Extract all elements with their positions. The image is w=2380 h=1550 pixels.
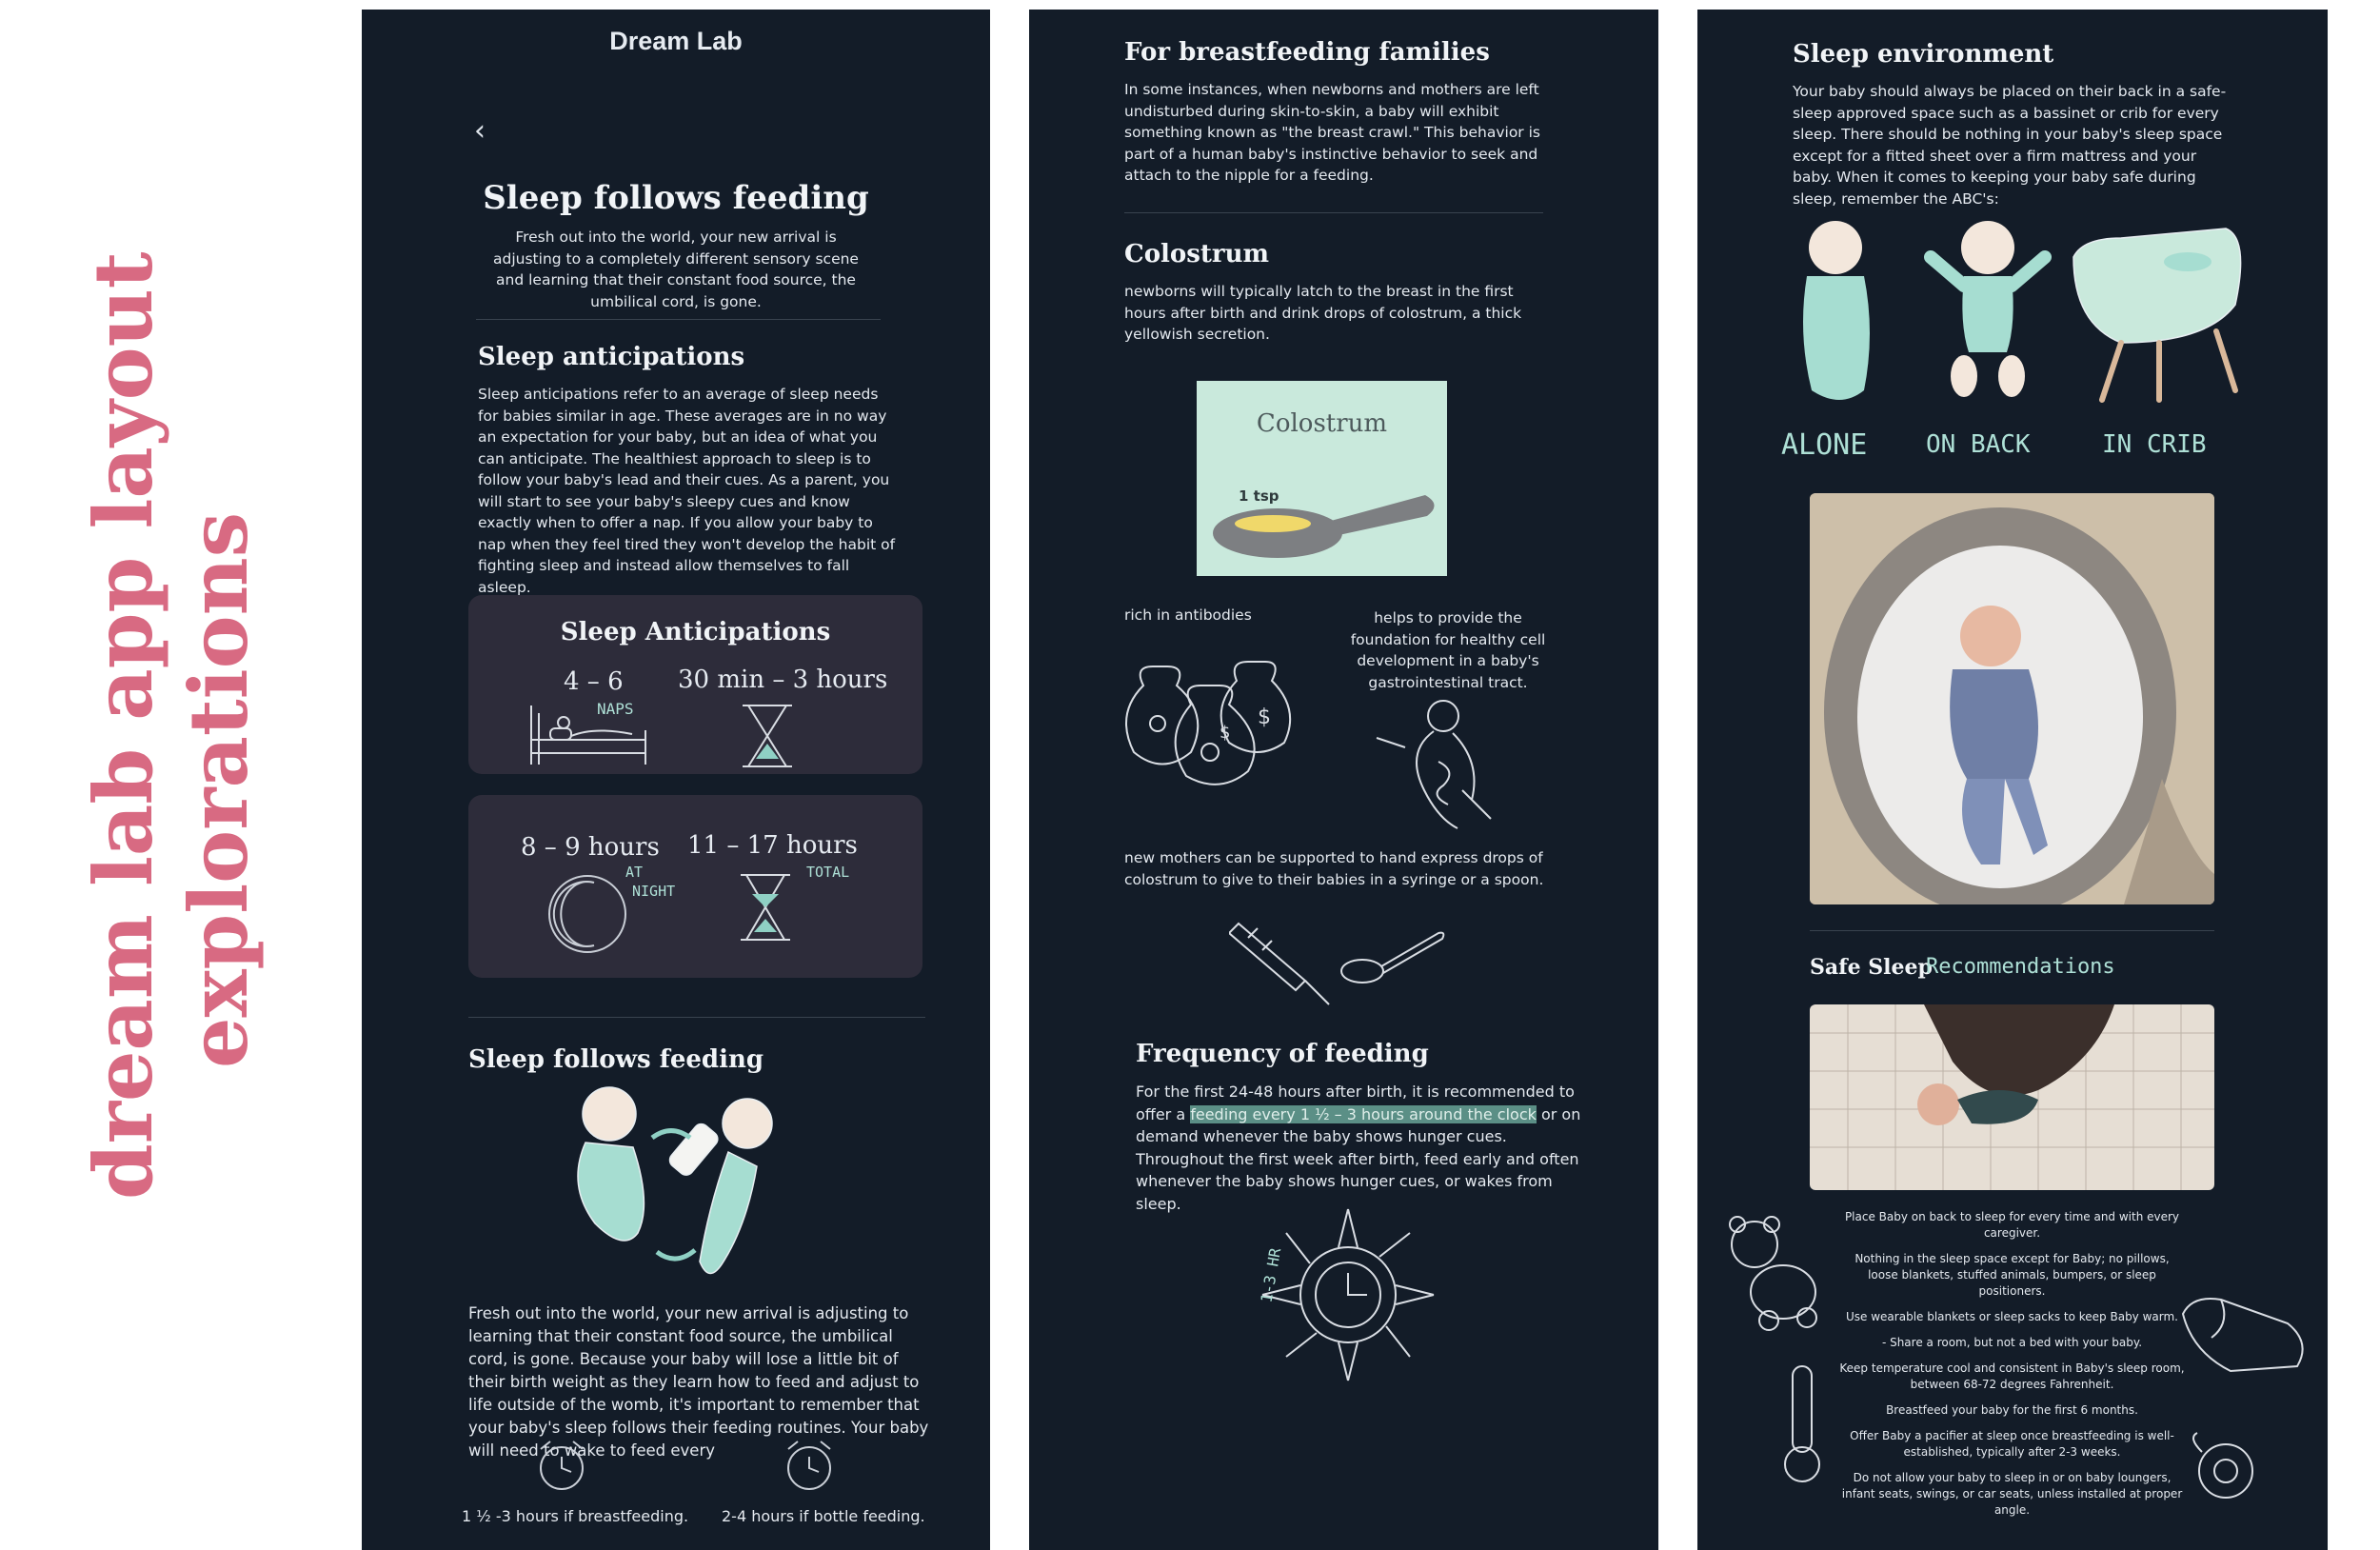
svg-text:$: $ [1258,705,1271,729]
recommendation-item: Keep temperature cool and consistent in Baby's sleep room, between 68-72 degrees Fahrenheit. [1839,1361,2185,1391]
divider [1124,212,1543,213]
colostrum-card-title: Colostrum [1256,409,1388,438]
recommendation-item: Breastfeed your baby for the first 6 months. [1886,1403,2138,1417]
abc-on-back: ON BACK [1926,430,2031,459]
freq-text: For the first 24-48 hours after birth, it is recommended to offer a feeding every 1 ½ – 3 hours around the clock or on demand whenever the baby shows hunger cues. Throughout the first week after birth, feed early and often whenever the baby shows hunger cues, or wakes from sleep. [1136,1083,1581,1213]
screen-breastfeeding [1029,10,1658,1550]
sleep-sack-icon [2173,1285,2316,1381]
recommendation-item: Place Baby on back to sleep for every time and with every caregiver. [1844,1210,2180,1240]
pacifier-icon [2183,1428,2269,1514]
crib-photo [1810,1004,2214,1190]
side-title-line2: explorations [171,512,266,1068]
recommendation-item: Do not allow your baby to sleep in or on baby loungers, infant seats, swings, or car seats, unless installed at proper angle. [1841,1471,2183,1517]
night-label-1: AT [625,864,644,881]
alarm-clock-icon [533,1438,590,1495]
naps-label: NAPS [597,700,634,718]
divider [468,1017,925,1018]
bf-title: For breastfeeding families [1124,38,1490,67]
baby-on-back-illustration [1912,209,2064,409]
feeding-text: Fresh out into the world, your new arrival is adjusting to learning that their constant food source, the umbilical cord, is gone. Because your baby will lose a little bit of their birth weight as they learn how to feed and adjust to life outside of the womb, it's important to remember that your baby's sleep follows their feeding routines. Your baby will need to wake to feed every [468,1304,929,1460]
feeding-title: Sleep follows feeding [468,1045,764,1074]
back-button[interactable]: ‹ [474,114,486,148]
env-text: Your baby should always be placed on their back in a safe-sleep approved space such as a bassinet or crib for every sleep. There should be nothing in your baby's sleep space except for a fitted sheet over a firm mattress and your baby. When it comes to keeping your baby safe during sleep, remember the ABC's: [1793,83,2227,208]
svg-text:$: $ [1220,723,1231,743]
safe-sleep-hand-label: Recommendations [1926,955,2115,979]
env-title: Sleep environment [1793,40,2054,69]
recommendations-list [1838,1209,2186,1519]
screen-sleep-follows-feeding [362,10,990,1550]
sleep-totals-card [468,795,922,978]
bf-text: In some instances, when newborns and mothers are left undisturbed during skin-to-skin, a baby will exhibit something known as "the breast crawl." This behavior is part of a human baby's instinctive behavior to seek and attach to the nipple for a feeding. [1124,81,1540,184]
abc-in-crib: IN CRIB [2102,430,2207,459]
naps-value: 4 – 6 [564,667,624,696]
freq-highlight: feeding every 1 ½ – 3 hours around the clock [1190,1104,1537,1123]
night-value: 8 – 9 hours [521,833,660,862]
crib-illustration [2064,219,2254,409]
divider [476,319,881,320]
section-title: Sleep anticipations [478,343,745,371]
rich-label: rich in antibodies [1124,606,1252,624]
recommendation-item: Offer Baby a pacifier at sleep once breastfeeding is well-established, typically after 2-3 weeks. [1850,1429,2174,1459]
recommendation-item: Nothing in the sleep space except for Baby; no pillows, loose blankets, stuffed animals, bumpers, or sleep positioners. [1854,1252,2170,1298]
tsp-label: 1 tsp [1239,487,1279,505]
thermometer-icon [1774,1361,1831,1485]
helps-label: helps to provide the foundation for healthy cell development in a baby's gastrointestinal tract. [1350,609,1546,691]
syringe-spoon-icon [1229,914,1515,1009]
teddy-bear-icon [1716,1211,1831,1335]
screen-sleep-environment [1697,10,2328,1550]
sleep-anticipations-card [468,595,922,774]
hero-title: Sleep follows feeding [483,179,869,217]
divider [1810,930,2214,931]
baby-gut-icon [1367,695,1510,838]
clock-label-bottle: 2-4 hours if bottle feeding. [722,1507,925,1525]
alarm-clock-icon [781,1438,838,1495]
hourglass-icon [737,871,794,944]
night-label-2: NIGHT [632,883,676,900]
spoon-icon [1206,476,1444,562]
hourglass-icon [739,702,796,770]
freq-title: Frequency of feeding [1136,1040,1429,1068]
safe-sleep-title: Safe Sleep [1810,955,1933,980]
babies-feeding-illustration [566,1081,795,1295]
bed-icon [527,702,651,768]
colostrum-title: Colostrum [1124,240,1270,268]
card-title: Sleep Anticipations [560,618,831,646]
hero-text: Fresh out into the world, your new arrival is adjusting to a completely different sensory scene and learning that their constant food source, the umbilical cord, is gone. [493,229,859,310]
app-title: Dream Lab [609,27,743,55]
duration-value: 30 min – 3 hours [678,666,888,694]
clock-label-breastfeeding: 1 ½ -3 hours if breastfeeding. [462,1507,689,1525]
recommendation-item: Use wearable blankets or sleep sacks to keep Baby warm. [1846,1310,2178,1323]
recommendation-item: - Share a room, but not a bed with your baby. [1881,1336,2143,1349]
swaddled-baby-illustration [1788,209,1883,409]
sun-label: 1-3 HR [1257,1246,1285,1304]
colostrum-card [1197,381,1447,576]
moon-icon [545,871,630,957]
support-text: new mothers can be supported to hand express drops of colostrum to give to their babies in a syringe or a spoon. [1124,849,1544,888]
bassinet-photo [1810,493,2214,904]
abc-alone: ALONE [1781,428,1868,462]
section-text: Sleep anticipations refer to an average of sleep needs for babies similar in age. These averages are in no way an expectation for your baby, but an idea of what you can anticipate. The healthiest approach to sleep is to follow your baby's lead and their cues. As a parent, you will start to see your baby's sleepy cues and know exactly when to offer a nap. If you allow your baby to nap when they feel tired they won't develop the habit of fighting sleep and instead allow themselves to fall asleep. [478,386,896,596]
side-title-line1: dream lab app layout [76,251,170,1200]
money-bags-icon [1115,647,1305,800]
colostrum-text: newborns will typically latch to the breast in the first hours after birth and drink drops of colostrum, a thick yellowish secretion. [1124,283,1522,343]
side-title [76,251,286,1200]
sun-clock-icon [1258,1204,1438,1385]
total-value: 11 – 17 hours [687,831,858,860]
total-label: TOTAL [806,864,850,881]
